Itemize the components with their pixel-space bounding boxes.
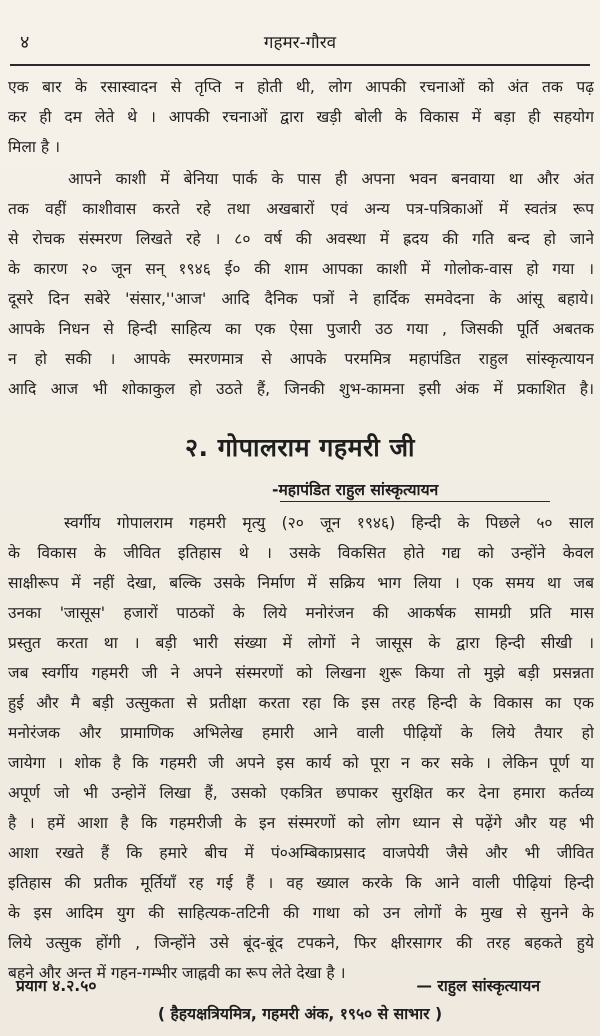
text-line: से रोचक संस्मरण लिखते रहे । ८० वर्ष की अवस्था में ह्रदय की गति बन्द हो जाने bbox=[8, 230, 594, 248]
text-line: जब स्वर्गीय गहमरी जी ने अपने संस्मरणों को लिखना शुरू किया तो मुझे बड़ी प्रसन्नता bbox=[8, 664, 594, 682]
running-title: गहमर-गौरव bbox=[263, 33, 337, 53]
intro-paragraph-2 bbox=[8, 164, 594, 404]
text-line: दूसरे दिन सबेरे 'संसार,''आज' आदि दैनिक पत्रों ने हार्दिक समवेदना के आंसू बहाये। bbox=[8, 290, 594, 308]
text-line: एक बार के रसास्वादन से तृप्ति न होती थी, लोग आपकी रचनाओं को अंत तक पढ़ bbox=[8, 78, 594, 96]
text-line: कर ही दम लेते थे । आपकी रचनाओं द्वारा खड़ी बोली के विकास में बड़ा ही सहयोग bbox=[8, 108, 594, 126]
signature-row bbox=[16, 974, 570, 1002]
author-signature: — राहुल सांस्कृत्यायन bbox=[416, 977, 540, 995]
header-divider bbox=[10, 64, 590, 66]
text-line: जायेगा । शोक है कि गहमरी जी अपने इस कार्य को पूरा न कर सके । लेकिन पूर्ण या bbox=[8, 754, 594, 772]
page-header bbox=[10, 30, 590, 56]
text-line: बहने और अन्त में गहन-गम्भीर जाह्नवी का रूप लेते देखा है । bbox=[8, 964, 346, 982]
text-line: मनोरंजक और प्रामाणिक अभिलेख हमारी आने वाली पीढ़ियों के लिये तैयार हो bbox=[8, 724, 594, 742]
byline: -महापंडित राहुल सांस्कृत्यायन bbox=[272, 481, 439, 499]
text-line: आदि आज भी शोकाकुल हो उठते हैं, जिनकी शुभ-कामना इसी अंक में प्रकाशित है। bbox=[8, 380, 594, 398]
text-line: प्रस्तुत करता था । बड़ी भारी संख्या में लोगों ने जासूस के द्वारा हिन्दी सीखी । bbox=[8, 634, 594, 652]
text-line: के इस आदिम युग की साहित्यक-तटिनी की गाथा को उन लोगों के मुख से सुनने के bbox=[8, 904, 594, 922]
intro-paragraph-1 bbox=[8, 72, 594, 162]
text-line: आपके निधन से हिन्दी साहित्य का एक ऐसा पुजारी उठ गया , जिसकी पूर्ति अबतक bbox=[8, 320, 594, 338]
byline-underline bbox=[280, 501, 550, 502]
text-line: अपूर्ण जो भी उन्होनें लिखा हैं, उसको एकत्रित छपाकर सुरक्षित कर देना हमारा कर्तव्य bbox=[8, 784, 594, 802]
page-number: ४ bbox=[20, 32, 30, 53]
text-line: के विकास के जीवित इतिहास थे । उसके विकसित होते गद्य को उन्होंने केवल bbox=[8, 544, 594, 562]
text-line: स्वर्गीय गोपालराम गहमरी मृत्यु (२० जून १९४६) हिन्दी के पिछले ५० साल bbox=[64, 514, 594, 532]
source-note: ( हैहयक्षत्रियमित्र, गहमरी अंक, १९५० से साभार ) bbox=[157, 1005, 443, 1023]
text-line: हुई और मै बड़ी उत्सुकता से प्रतीक्षा करता रहा कि इस तरह हिन्दी के विकास का एक bbox=[8, 694, 594, 712]
text-line: मिला है । bbox=[8, 138, 61, 156]
text-line: आपने काशी में बेनिया पार्क के पास ही अपना भवन बनवाया था और अंत bbox=[68, 170, 594, 188]
text-line: न हो सकी । आपके स्मरणमात्र से आपके परममित्र महापंडित राहुल सांस्कृत्यायन bbox=[8, 350, 594, 368]
place-date: प्रयाग ४.२.५० bbox=[16, 977, 97, 995]
section-heading: २. गोपालराम गहमरी जी bbox=[185, 433, 415, 462]
text-line: के कारण २० जून सन् १९४६ ई० की शाम आपका काशी में गोलोक-वास हो गया । bbox=[8, 260, 594, 278]
text-line: साक्षीरूप में नहीं देखा, बल्कि उसके निर्माण में सक्रिय भाग लिया । एक समय था जब bbox=[8, 574, 594, 592]
text-line: उनका 'जासूस' हजारों पाठकों के लिये मनोरंजन की आकर्षक सामग्री प्रति मास bbox=[8, 604, 594, 622]
text-line: है । हमें आशा है कि गहमरीजी के इन संस्मरणों को लोग ध्यान से पढ़ेंगे और यह भी bbox=[8, 814, 594, 832]
text-line: लिये उत्सुक होंगी , जिन्होंने उसे बूंद-बूंद टपकने, फिर क्षीरसागर की तरह बहकते हुये bbox=[8, 934, 594, 952]
text-line: आशा रखते हैं कि हमारे बीच में पं०अम्बिकाप्रसाद वाजपेयी जैसे और भी जीवित bbox=[8, 844, 594, 862]
text-line: इतिहास की प्रतीक मूर्तियाँ रह गई हैं । वह ख्याल करके कि आने वाली पीढ़ियां हिन्दी bbox=[8, 874, 594, 892]
text-line: तक वहीं काशीवास करते रहे तथा अखबारों एवं अन्य पत्र-पत्रिकाओं में स्वतंत्र रूप bbox=[8, 200, 594, 218]
article-body bbox=[8, 508, 594, 988]
